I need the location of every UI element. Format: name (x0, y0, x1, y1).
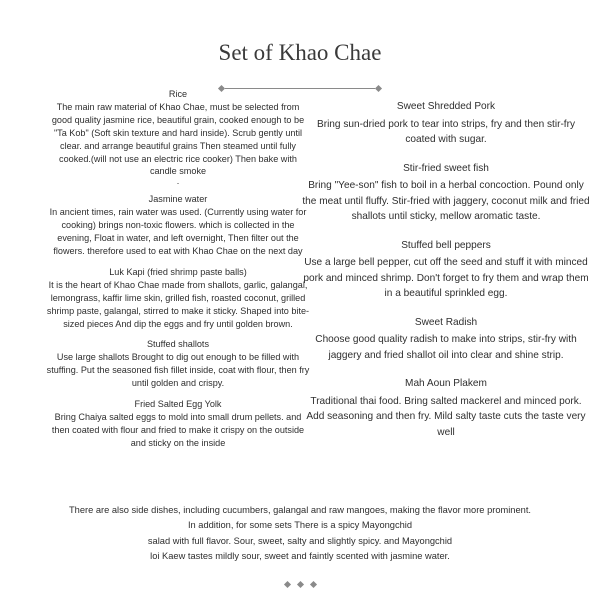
section-jasmine-water (46, 193, 310, 258)
footer-line: There are also side dishes, including cucumbers, galangal and raw mangoes, making the flavor more prominent. (69, 505, 531, 515)
right-column (302, 99, 590, 453)
footer-ornament (0, 574, 600, 592)
diamond-icon (296, 581, 303, 588)
left-column (46, 88, 310, 458)
diamond-icon (309, 581, 316, 588)
diamond-icon (283, 581, 290, 588)
section-heading: Jasmine water (148, 194, 208, 205)
section-body: Use large shallots Brought to dig out enough to be filled with stuffing. Put the seasoned fish fillet inside, coat with flour, then fry until golden and crispy. (46, 352, 310, 389)
section-heading: Sweet Radish (414, 316, 478, 328)
section-luk-kapi (46, 266, 310, 331)
section-body: Choose good quality radish to make into strips, stir-fry with jaggery and fried shallot oil into clear and shine strip. (315, 334, 577, 361)
stray-mark: . (176, 176, 180, 187)
section-body: Traditional thai food. Bring salted mackerel and minced pork. Add seasoning and then fry. Mild salty taste cuts the taste very well (306, 395, 586, 438)
footer-line: In addition, for some sets There is a spicy Mayongchid (187, 520, 413, 531)
section-heading: Stir-fried sweet fish (403, 162, 489, 174)
section-mah-aoun-plakem (302, 376, 590, 440)
section-stir-fried-sweet-fish (302, 161, 590, 225)
footer-line: loi Kaew tastes mildly sour, sweet and faintly scented with jasmine water. (150, 551, 450, 562)
section-heading: Rice (168, 89, 188, 99)
section-stuffed-shallots (46, 338, 310, 390)
section-stuffed-bell-peppers (302, 238, 590, 302)
section-body: Bring Chaiya salted eggs to mold into small drum pellets. and then coated with flour and fried to make it crispy on the outside and sticky on the inside (51, 411, 305, 448)
section-body: The main raw material of Khao Chae, must be selected from good quality jasmine rice, beautiful grain, cooked enough to be "Ta Kob" (Soft skin texture and hard inside). Scrub gently until clear. and arrange beautiful grains Then steamed until fully cooked.(will not use an electric rice cooker) Then bake with candle smoke (51, 101, 305, 177)
section-rice (46, 88, 310, 185)
section-sweet-radish (302, 315, 590, 364)
diamond-icon (375, 85, 382, 92)
page-title: Set of Khao Chae (218, 40, 382, 65)
section-heading: Sweet Shredded Pork (396, 101, 496, 112)
section-body: Use a large bell pepper, cut off the seed and stuff it with minced pork and minced shrimp. Don't forget to fry them and wrap them in a beautiful sprinkled egg. (303, 257, 589, 299)
footer-line: salad with full flavor. Sour, sweet, salty and slightly spicy. and Mayongchid (147, 535, 453, 546)
footer-note (40, 503, 560, 565)
section-heading: Mah Aoun Plakem (405, 378, 487, 389)
section-body: Bring "Yee-son" fish to boil in a herbal concoction. Pound only the meat until fluffy. Stir-fried with jaggery, coconut milk and fried shallots until sticky, mellow aromatic taste. (302, 180, 590, 222)
section-heading: Luk Kapi (fried shrimp paste balls) (109, 266, 247, 277)
section-sweet-shredded-pork (302, 99, 590, 148)
section-heading: Fried Salted Egg Yolk (134, 399, 222, 410)
section-heading: Stuffed bell peppers (401, 239, 491, 251)
section-body: Bring sun-dried pork to tear into strips, fry and then stir-fry coated with sugar. (316, 118, 576, 145)
section-heading: Stuffed shallots (146, 339, 209, 350)
section-body: In ancient times, rain water was used. (Currently using water for cooking) brings non-toxic flowers. which is collected in the evening, Float in water, and left overnight, Then filter out the flowers. therefore used to eat with Khao Chae on the next day (49, 207, 307, 256)
section-body: It is the heart of Khao Chae made from shallots, garlic, galangal, lemongrass, kaffir lime skin, grilled fish, roasted coconut, grilled shrimp paste, galangal, stirred to make it sticky. Shaped into bite-sized pieces And dip the eggs and fry until golden brown. (46, 279, 310, 329)
section-fried-salted-egg-yolk (46, 398, 310, 450)
